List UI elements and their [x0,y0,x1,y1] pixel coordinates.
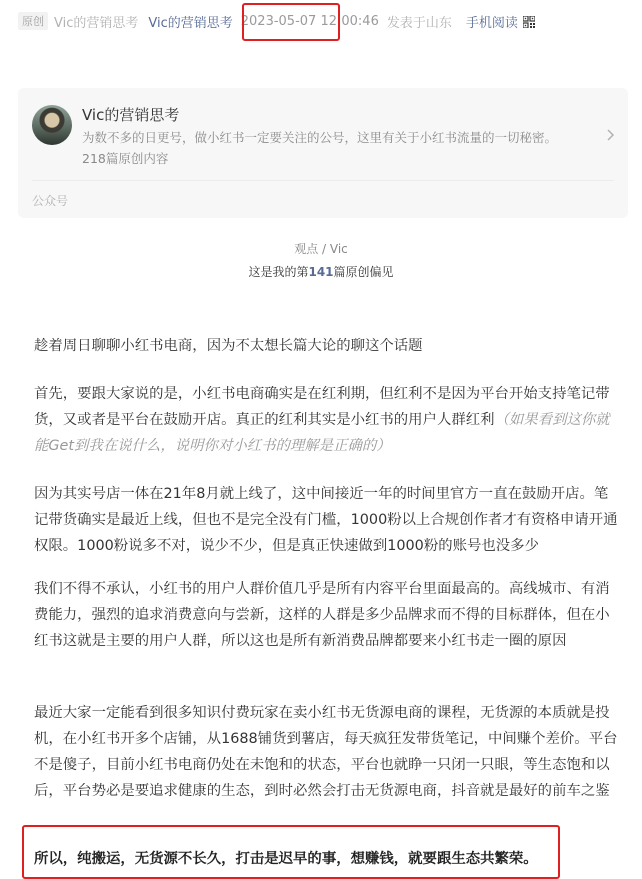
byline: 观点 / Vic [294,242,348,256]
paragraph-1: 趁着周日聊聊小红书电商，因为不太想长篇大论的聊这个话题 [34,338,423,354]
publish-location: 发表于山东 [386,15,452,31]
account-type-label: 公众号 [32,194,69,208]
avatar [32,105,72,145]
article-body [34,333,620,359]
paragraph-3: 因为其实号店一体在21年8月就上线了，这中间接近一年的时间里官方一直在鼓励开店。笔记带货确实是最近上线，但也不是完全没有门槛，1000粉以上合规创作者才有资格申请开通权限。1000粉说多不对，说少不少，但是真正快速做到1000粉的账号也没多少 [34,486,618,554]
article-paragraph-3 [34,481,620,559]
article-paragraph-4 [34,576,620,654]
card-divider [32,180,614,181]
series-suffix: 篇原创偏见 [333,265,394,279]
publish-date: 2023-05-07 [240,13,317,29]
series-prefix: 这是我的第 [248,265,309,279]
article-conclusion [34,846,620,872]
mobile-read-label: 手机阅读 [465,15,518,31]
original-badge: 原创 [18,12,48,30]
publish-time: 12:00:46 [320,13,379,29]
account-description: 为数不多的日更号，做小红书一定要关注的公号，这里有关于小红书流量的一切秘密。 [82,130,558,145]
account-name: Vic的营销思考 [82,106,180,124]
paragraph-2-main: 首先，要跟大家说的是，小红书电商确实是在红利期，但红利不是因为平台开始支持笔记带货，又或者是平台在鼓励开店。真正的红利其实是小红书的用户人群红利 [34,386,610,428]
paragraph-5: 最近大家一定能看到很多知识付费玩家在卖小红书无货源电商的课程，无货源的本质就是投机，在小红书开多个店铺，从1688铺货到薯店，每天疯狂发带货笔记，中间赚个差价。平台不是傻子，目前小红书电商仍处在未饱和的状态，平台也就睁一只闭一只眼，等生态饱和以后，平台势必是要追求健康的生态，到时必然会打击无货源电商，抖音就是最好的前车之鉴 [34,705,618,799]
paragraph-4: 我们不得不承认，小红书的用户人群价值几乎是所有内容平台里面最高的。高线城市、有消费能力，强烈的追求消费意向与尝新，这样的人群是多少品牌求而不得的目标群体，但在小红书这就是主要的用户人群，所以这也是所有新消费品牌都要来小红书走一圈的原因 [34,581,610,649]
publish-datetime [241,14,379,29]
original-series-note [0,263,642,280]
account-link[interactable]: Vic的营销思考 [148,15,233,31]
chevron-right-icon [606,128,616,142]
account-profile-card[interactable] [18,88,628,218]
paragraph-2-note: （如果看到这你就能Get到我在说什么，说明你对小红书的理解是正确的） [34,412,610,454]
paragraph-2 [34,381,620,459]
qrcode-icon [523,16,535,28]
series-number: 141 [308,265,334,279]
article-paragraph-2 [34,381,620,459]
article-meta [18,8,632,34]
original-article-count: 218篇原创内容 [82,151,169,166]
conclusion-paragraph: 所以，纯搬运，无货源不长久，打击是迟早的事，想赚钱，就要跟生态共繁荣。 [34,851,538,867]
author-name: Vic的营销思考 [54,15,139,31]
mobile-read-link[interactable] [466,12,535,31]
article-paragraph-5 [34,700,620,804]
